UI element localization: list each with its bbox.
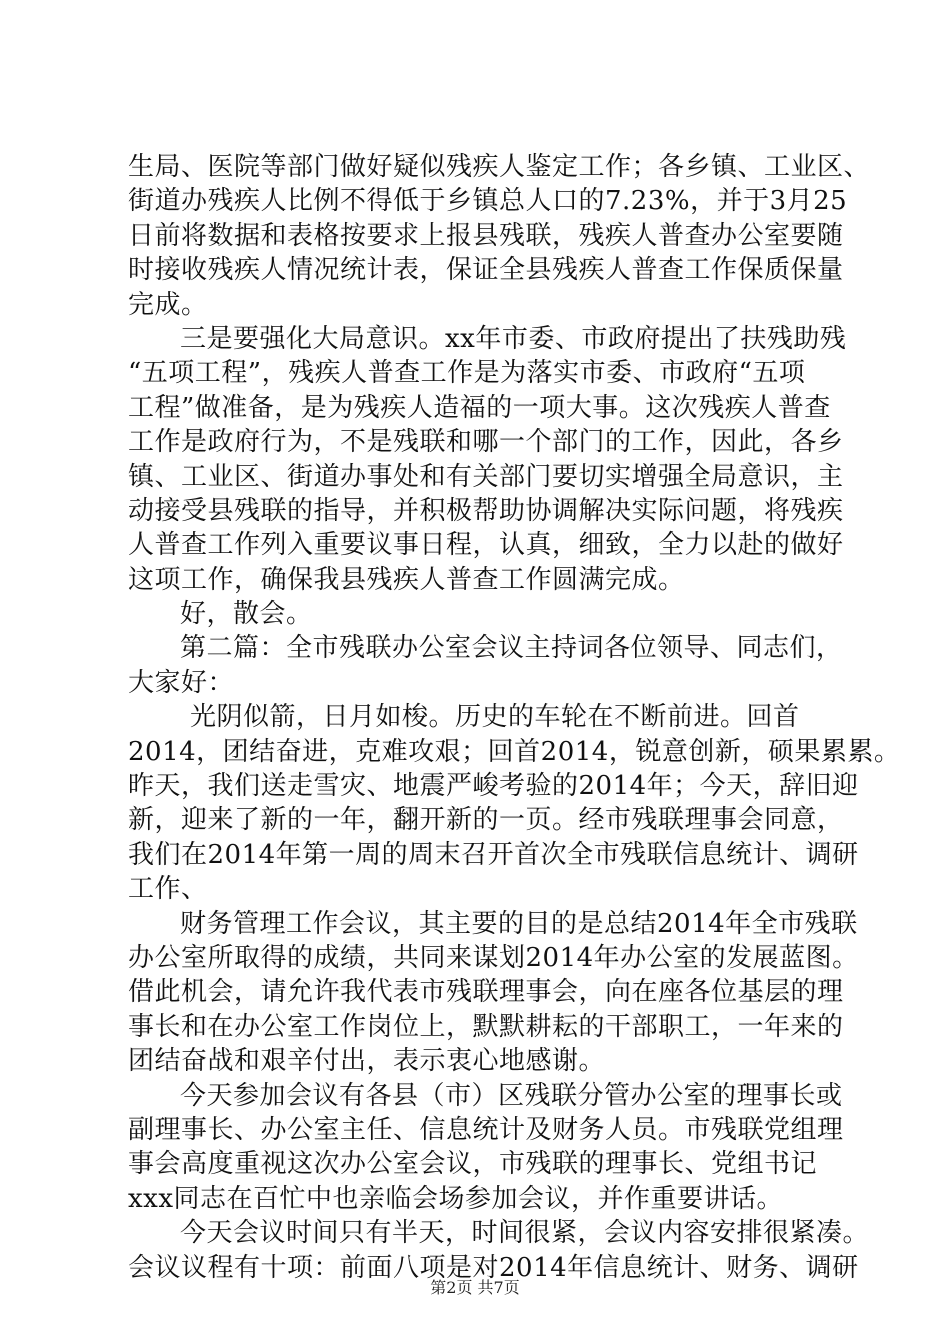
text-line: 大家好：	[128, 667, 235, 698]
paragraph-start-line: 好，散会。	[180, 599, 313, 630]
text-line: 昨天，我们送走雪灾、地震严峻考验的2014年；今天，辞旧迎	[128, 771, 859, 802]
page-number-footer: 第2页 共7页	[430, 1278, 520, 1297]
paragraph-start-line: 三是要强化大局意识。xx年市委、市政府提出了扶残助残	[180, 323, 847, 354]
text-line: 日前将数据和表格按要求上报县残联，残疾人普查办公室要随	[128, 220, 844, 251]
paragraph-start-line: 今天会议时间只有半天，时间很紧，会议内容安排很紧凑。	[180, 1218, 870, 1249]
paragraph-start-line: 今天参加会议有各县（市）区残联分管办公室的理事长或	[180, 1080, 843, 1111]
paragraph-start-line: 财务管理工作会议，其主要的目的是总结2014年全市残联	[180, 908, 858, 939]
text-line: 这项工作，确保我县残疾人普查工作圆满完成。	[128, 564, 685, 595]
text-line: 工作、	[128, 874, 208, 905]
text-line: 时接收残疾人情况统计表，保证全县残疾人普查工作保质保量	[128, 255, 844, 286]
text-line: 2014，团结奋进，克难攻艰；回首2014，锐意创新，硕果累累。	[128, 736, 901, 767]
text-line: 事长和在办公室工作岗位上，默默耕耘的干部职工，一年来的	[128, 1011, 844, 1042]
text-line: 生局、医院等部门做好疑似残疾人鉴定工作；各乡镇、工业区、	[128, 152, 871, 182]
text-line: 副理事长、办公室主任、信息统计及财务人员。市残联党组理	[128, 1114, 844, 1145]
text-line: 镇、工业区、街道办事处和有关部门要切实增强全局意识，主	[128, 461, 844, 492]
text-line: “五项工程”，残疾人普查工作是为落实市委、市政府“五项	[128, 358, 806, 389]
section-heading-line: 第二篇：全市残联办公室会议主持词各位领导、同志们，	[180, 633, 843, 664]
text-line: 工作是政府行为，不是残联和哪一个部门的工作，因此，各乡	[128, 427, 844, 458]
text-line: 人普查工作列入重要议事日程，认真，细致，全力以赴的做好	[128, 530, 844, 561]
document-body	[128, 150, 901, 1285]
text-line: 工程”做准备，是为残疾人造福的一项大事。这次残疾人普查	[128, 392, 831, 423]
text-line: xxx同志在百忙中也亲临会场参加会议，并作重要讲话。	[128, 1183, 783, 1214]
paragraph-start-line: 光阴似箭，日月如梭。历史的车轮在不断前进。回首	[190, 702, 800, 733]
text-line: 办公室所取得的成绩，共同来谋划2014年办公室的发展蓝图。	[128, 942, 859, 973]
text-line: 借此机会，请允许我代表市残联理事会，向在座各位基层的理	[128, 977, 844, 1008]
text-line: 完成。	[128, 289, 208, 320]
text-line: 事会高度重视这次办公室会议，市残联的理事长、党组书记	[128, 1149, 818, 1180]
text-line: 新，迎来了新的一年，翻开新的一页。经市残联理事会同意，	[128, 805, 844, 836]
text-line: 会议议程有十项：前面八项是对2014年信息统计、财务、调研	[128, 1252, 859, 1283]
text-line: 团结奋战和艰辛付出，表示衷心地感谢。	[128, 1046, 606, 1077]
text-line: 街道办残疾人比例不得低于乡镇总人口的7.23%，并于3月25	[128, 186, 848, 217]
text-line: 动接受县残联的指导，并积极帮助协调解决实际问题，将残疾	[128, 495, 844, 526]
text-line: 我们在2014年第一周的周末召开首次全市残联信息统计、调研	[128, 839, 859, 870]
